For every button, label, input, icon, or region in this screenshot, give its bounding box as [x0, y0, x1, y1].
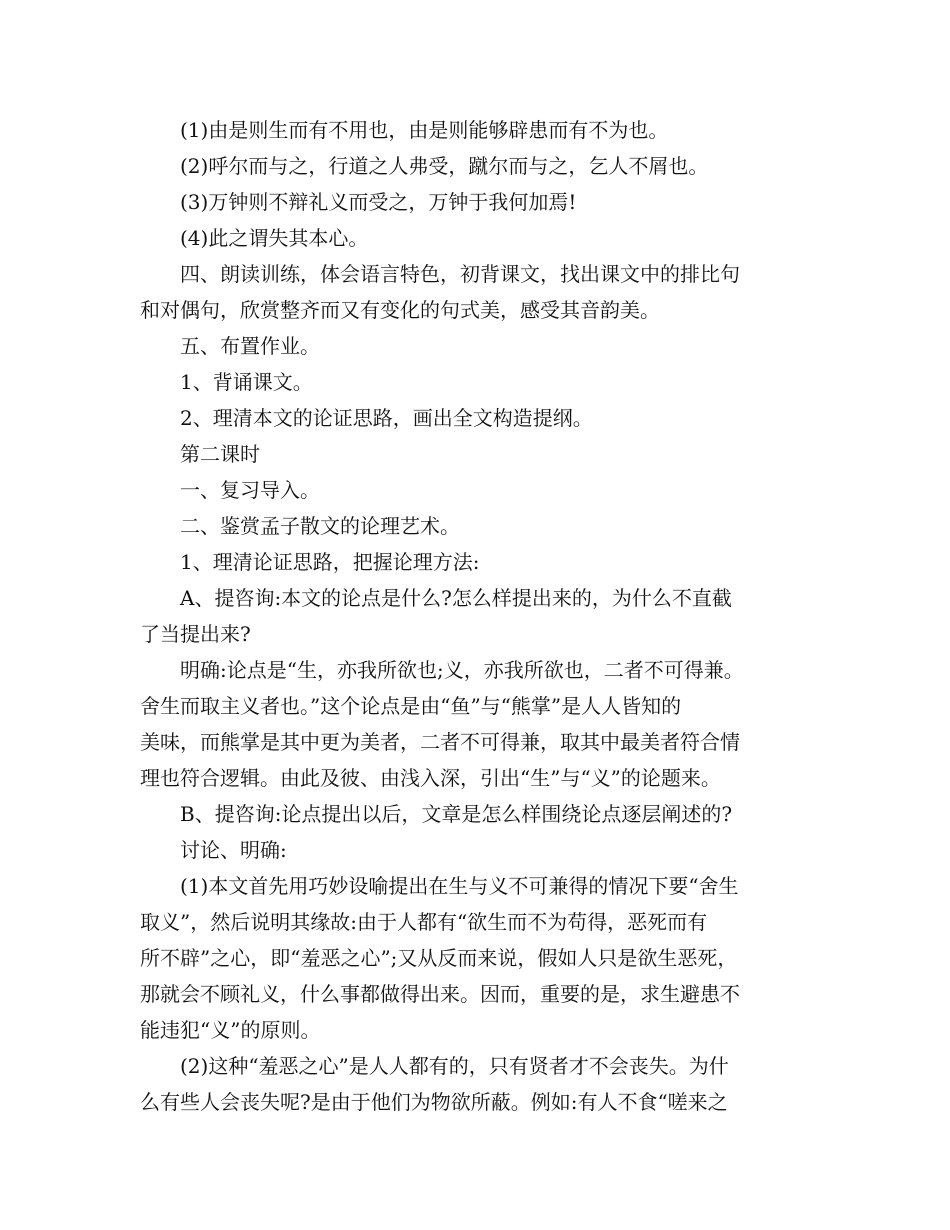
- paragraph-line: (2)呼尔而与之，行道之人弗受，蹴尔而与之，乞人不屑也。: [180, 154, 709, 178]
- paragraph-line: (1)由是则生而有不用也，由是则能够辟患而有不为也。: [180, 118, 669, 142]
- paragraph-line: 了当提出来?: [140, 622, 251, 646]
- paragraph-line: (4)此之谓失其本心。: [180, 226, 369, 250]
- list-item: 1、理清论证思路，把握论理方法:: [180, 550, 480, 574]
- section-heading-line: 四、朗读训练，体会语言特色，初背课文，找出课文中的排比句: [180, 262, 740, 286]
- document-body: [140, 112, 820, 1120]
- section-heading-line: 五、布置作业。: [180, 334, 320, 358]
- list-item: 2、理清本文的论证思路，画出全文构造提纲。: [180, 406, 593, 430]
- paragraph-line: (2)这种“羞恶之心”是人人都有的，只有贤者才不会丧失。为什: [180, 1054, 729, 1078]
- question-line: B、提咨询:论点提出以后，文章是怎么样围绕论点逐层阐述的?: [180, 802, 733, 826]
- answer-line: 明确:论点是“生，亦我所欲也;义，亦我所欲也，二者不可得兼。: [180, 658, 744, 682]
- paragraph-line: (3)万钟则不辩礼义而受之，万钟于我何加焉!: [180, 190, 577, 214]
- paragraph-line: (1)本文首先用巧妙设喻提出在生与义不可兼得的情况下要“舍生: [180, 874, 739, 898]
- paragraph-line: 理也符合逻辑。由此及彼、由浅入深，引出“生”与“义”的论题来。: [140, 766, 721, 790]
- paragraph-line: 么有些人会丧失呢?是由于他们为物欲所蔽。例如:有人不食“嗟来之: [140, 1090, 728, 1114]
- paragraph-line: 讨论、明确:: [180, 838, 287, 862]
- paragraph-line: 美味，而熊掌是其中更为美者，二者不可得兼，取其中最美者符合情: [140, 730, 740, 754]
- paragraph-line: 能违犯“义”的原则。: [140, 1018, 321, 1042]
- section-heading-line: 一、复习导入。: [180, 478, 320, 502]
- question-line: A、提咨询:本文的论点是什么?怎么样提出来的，为什么不直截: [180, 586, 732, 610]
- paragraph-line: 舍生而取主义者也。”这个论点是由“鱼”与“熊掌”是人人皆知的: [140, 694, 682, 718]
- paragraph-line: 那就会不顾礼义，什么事都做得出来。因而，重要的是，求生避患不: [140, 982, 740, 1006]
- list-item: 1、背诵课文。: [180, 370, 313, 394]
- paragraph-line: 取义”，然后说明其缘故:由于人都有“欲生而不为苟得，恶死而有: [140, 910, 708, 934]
- lesson-heading: 第二课时: [180, 442, 260, 466]
- section-heading-line: 二、鉴赏孟子散文的论理艺术。: [180, 514, 460, 538]
- paragraph-line: 和对偶句，欣赏整齐而又有变化的句式美，感受其音韵美。: [140, 298, 660, 322]
- paragraph-line: 所不辟”之心，即“羞恶之心”;又从反而来说，假如人只是欲生恶死，: [140, 946, 738, 970]
